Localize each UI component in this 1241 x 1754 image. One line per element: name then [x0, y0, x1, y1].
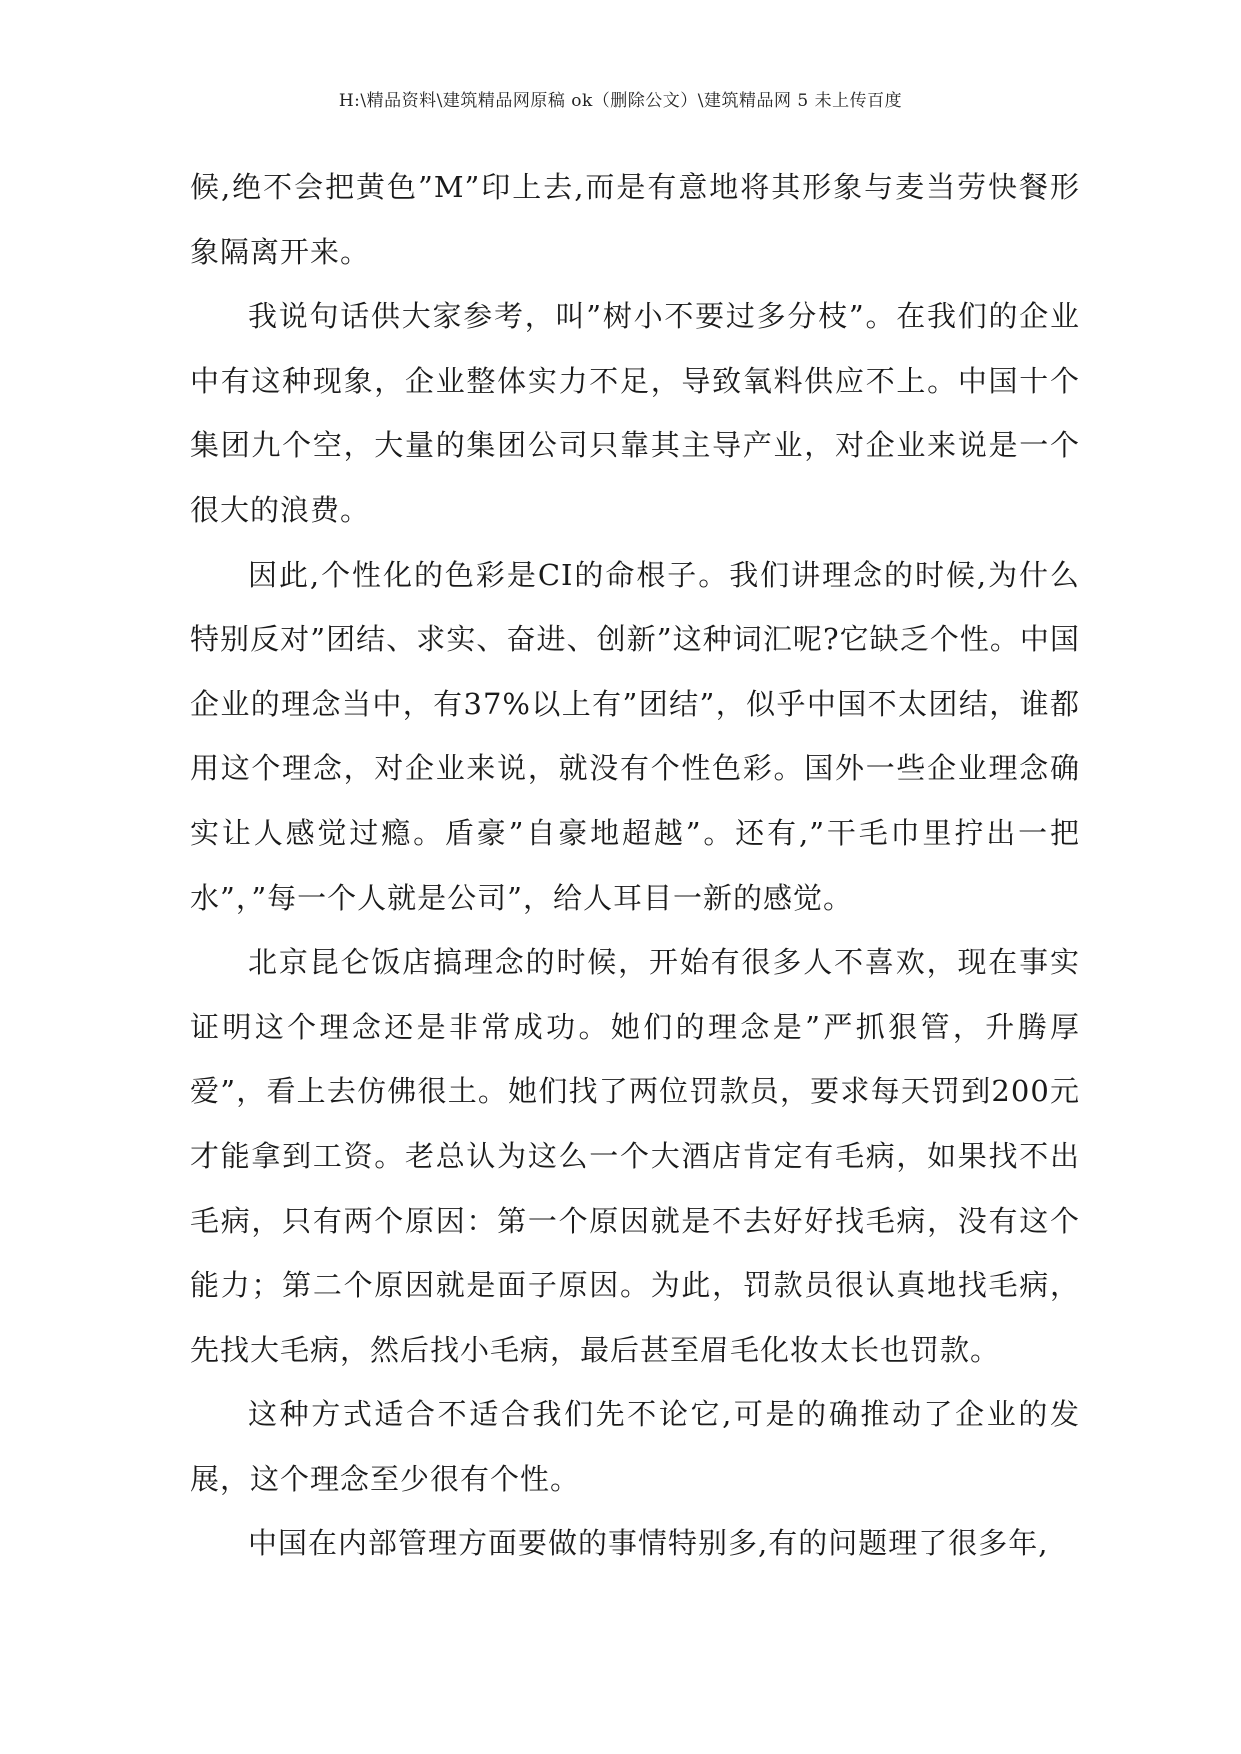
document-body [190, 155, 1080, 1576]
paragraph-1: 候,绝不会把黄色”M”印上去,而是有意地将其形象与麦当劳快餐形象隔离开来。 [190, 170, 1080, 269]
paragraph-6: 中国在内部管理方面要做的事情特别多,有的问题理了很多年, [248, 1526, 1049, 1561]
paragraph-3: 因此,个性化的色彩是CI的命根子。我们讲理念的时候,为什么特别反对”团结、求实、奋进、创新”这种词汇呢?它缺乏个性。中国企业的理念当中，有37%以上有”团结”，似乎中国不太团结，谁都用这个理念，对企业来说，就没有个性色彩。国外一些企业理念确实让人感觉过瘾。盾豪”自豪地超越”。还有,”干毛巾里拧出一把水”，”每一个人就是公司”，给人耳目一新的感觉。 [190, 557, 1080, 915]
paragraph-4: 北京昆仑饭店搞理念的时候，开始有很多人不喜欢，现在事实证明这个理念还是非常成功。她们的理念是”严抓狠管，升腾厚爱”，看上去仿佛很土。她们找了两位罚款员，要求每天罚到200元才能拿到工资。老总认为这么一个大酒店肯定有毛病，如果找不出毛病，只有两个原因：第一个原因就是不去好好找毛病，没有这个能力；第二个原因就是面子原因。为此，罚款员很认真地找毛病，先找大毛病，然后找小毛病，最后甚至眉毛化妆太长也罚款。 [190, 945, 1080, 1367]
page-header-path: H:\精品资料\建筑精品网原稿 ok（删除公文）\建筑精品网 5 未上传百度 [338, 91, 903, 111]
paragraph-5: 这种方式适合不适合我们先不论它,可是的确推动了企业的发展，这个理念至少很有个性。 [190, 1397, 1080, 1496]
paragraph-2: 我说句话供大家参考，叫”树小不要过多分枝”。在我们的企业中有这种现象，企业整体实力不足，导致氧料供应不上。中国十个集团九个空，大量的集团公司只靠其主导产业，对企业来说是一个很大的浪费。 [190, 299, 1080, 527]
